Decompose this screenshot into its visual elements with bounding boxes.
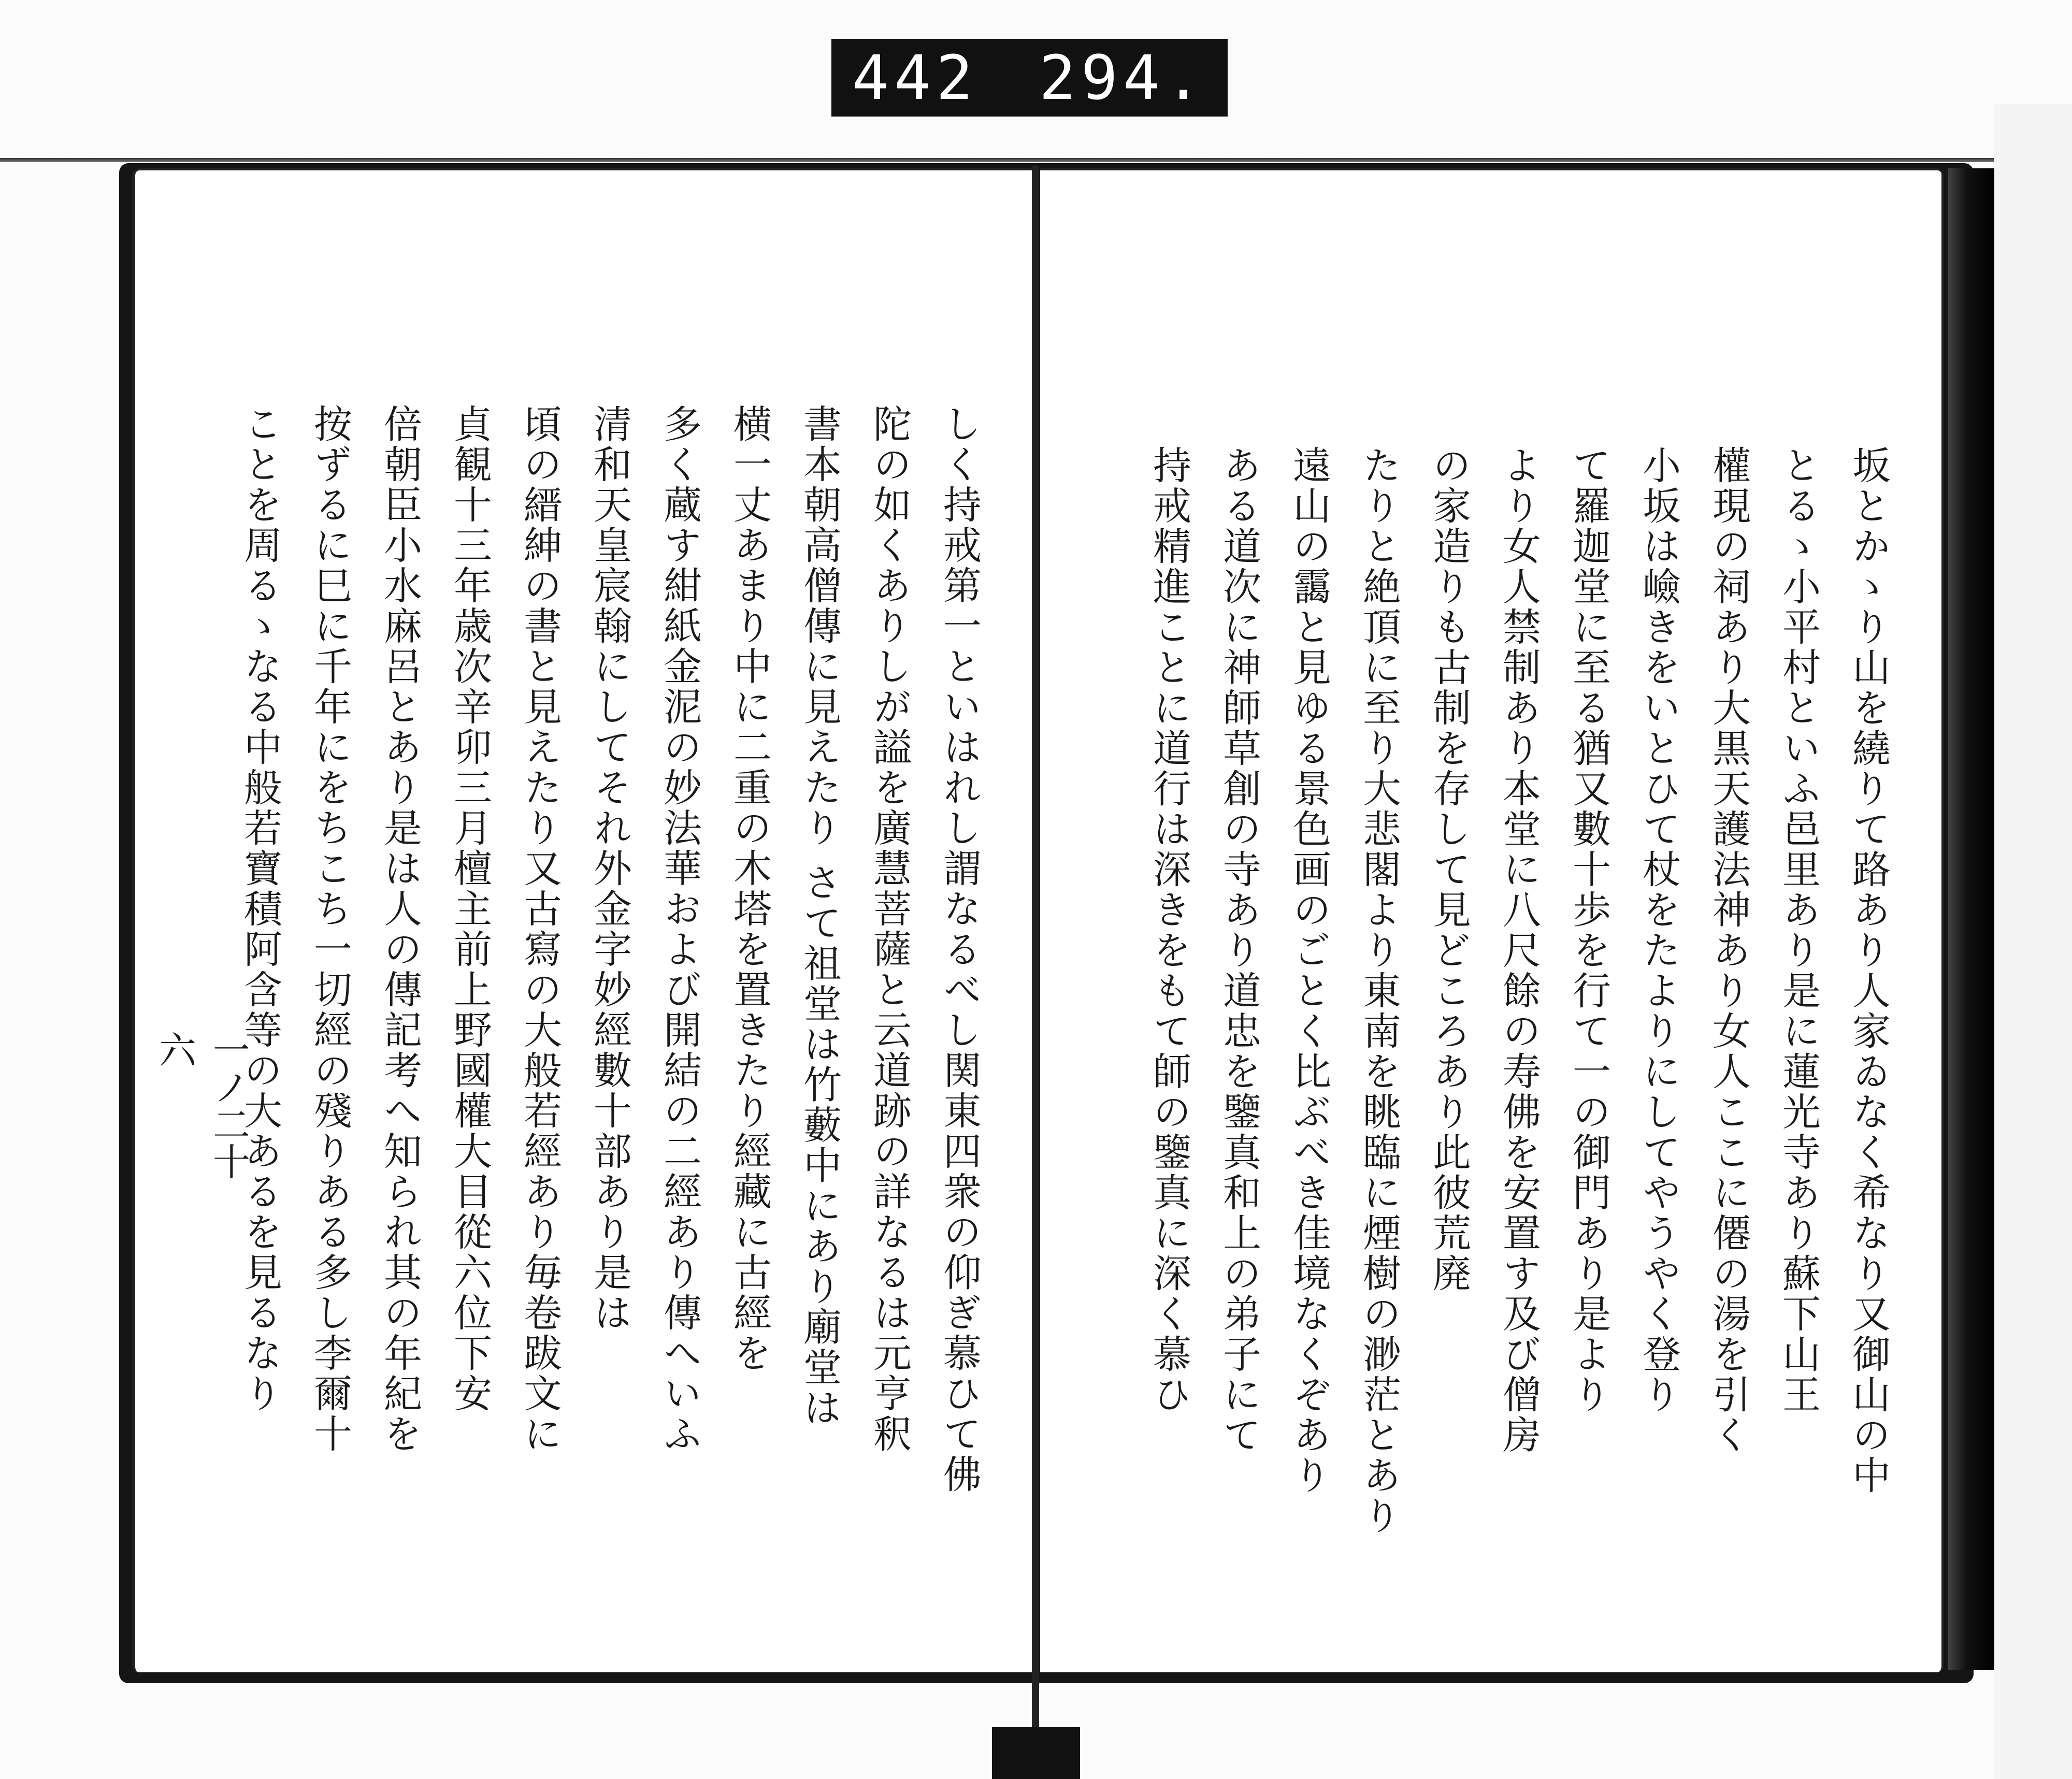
right-page-column-6: より女人禁制あり本堂に八尺餘の寿佛を安置す及び僧房 [1497,445,1541,1455]
right-page-column-4: 小坂は嶮きをいとひて杖をたよりにしてやうやく登り [1636,445,1681,1415]
scan-margin-right [1994,104,2072,1779]
right-page-column-1: 坂とかゝり山を繞りて路あり人家ゐなく希なり又御山の中 [1846,445,1891,1496]
left-page-column-2: 陀の如くありしが謚を廣慧菩薩と云道跡の詳なるは元亨釈 [867,404,912,1454]
left-page-column-6: 清和天皇宸翰にしてそれ外金字妙經數十部あり是は [587,404,632,1333]
scan-edge-rule [0,158,2072,162]
right-page-column-2: とるゝ小平村といふ邑里あり是に蓮光寺あり蘇下山王 [1776,445,1821,1415]
catalog-number-right: 294. [1039,42,1207,113]
left-page-column-5: 多く蔵す紺紙金泥の妙法華および開結の二經あり傳へいふ [657,404,702,1454]
right-page-column-11: 持戒精進ことに道行は深きをもて師の鑒真に深く慕ひ [1147,445,1191,1415]
catalog-label-plate [831,39,1228,117]
right-page-column-3: 權現の祠あり大黒天護法神あり女人ここに僊の湯を引く [1706,445,1751,1455]
spine-clip [992,1727,1080,1779]
right-page-column-8: たりと絶頂に至り大悲閣より東南を眺臨に煙樹の渺茫とあり [1357,445,1401,1536]
right-page-column-9: 遠山の靄と見ゆる景色画のごとく比ぶべき佳境なくぞあり [1287,445,1331,1496]
page-stack-shadow [1948,168,1994,1670]
left-page-column-11: ことを周るゝなる中般若寶積阿含等の大あるを見るなり [238,404,282,1414]
right-page-column-5: て羅迦堂に至る猶又數十歩を行て一の御門あり是より [1566,445,1611,1415]
page-folio-number: 一ノ二十六 [153,1031,250,1180]
left-page-column-1: しく持戒第一といはれし謂なるべし関東四衆の仰ぎ慕ひて佛 [937,404,982,1495]
book-gutter [1032,166,1039,1730]
left-page-column-7: 頃の縉紳の書と見えたり又古寫の大般若經あり毎卷跋文に [517,404,562,1454]
left-page-column-8: 貞観十三年歳次辛卯三月檀主前上野國權大目從六位下安 [448,404,492,1414]
left-page-column-3: 書本朝高僧傳に見えたり さて祖堂は竹藪中にあり廟堂は [797,404,842,1428]
right-page-column-10: ある道次に神師草創の寺あり道忠を鑒真和上の弟子にて [1217,445,1261,1455]
left-page-column-4: 横一丈あまり中に二重の木塔を置きたり經藏に古經を [727,404,772,1373]
right-page-column-7: の家造りも古制を存して見どころあり此彼荒廃 [1427,445,1471,1294]
left-page-column-10: 按ずるに巳に千年にをちこち一切經の殘りある多し李爾十 [308,404,352,1454]
left-page-column-9: 倍朝臣小水麻呂とあり是は人の傳記考へ知られ其の年紀を [378,404,422,1454]
catalog-number-left: 442 [852,42,979,113]
